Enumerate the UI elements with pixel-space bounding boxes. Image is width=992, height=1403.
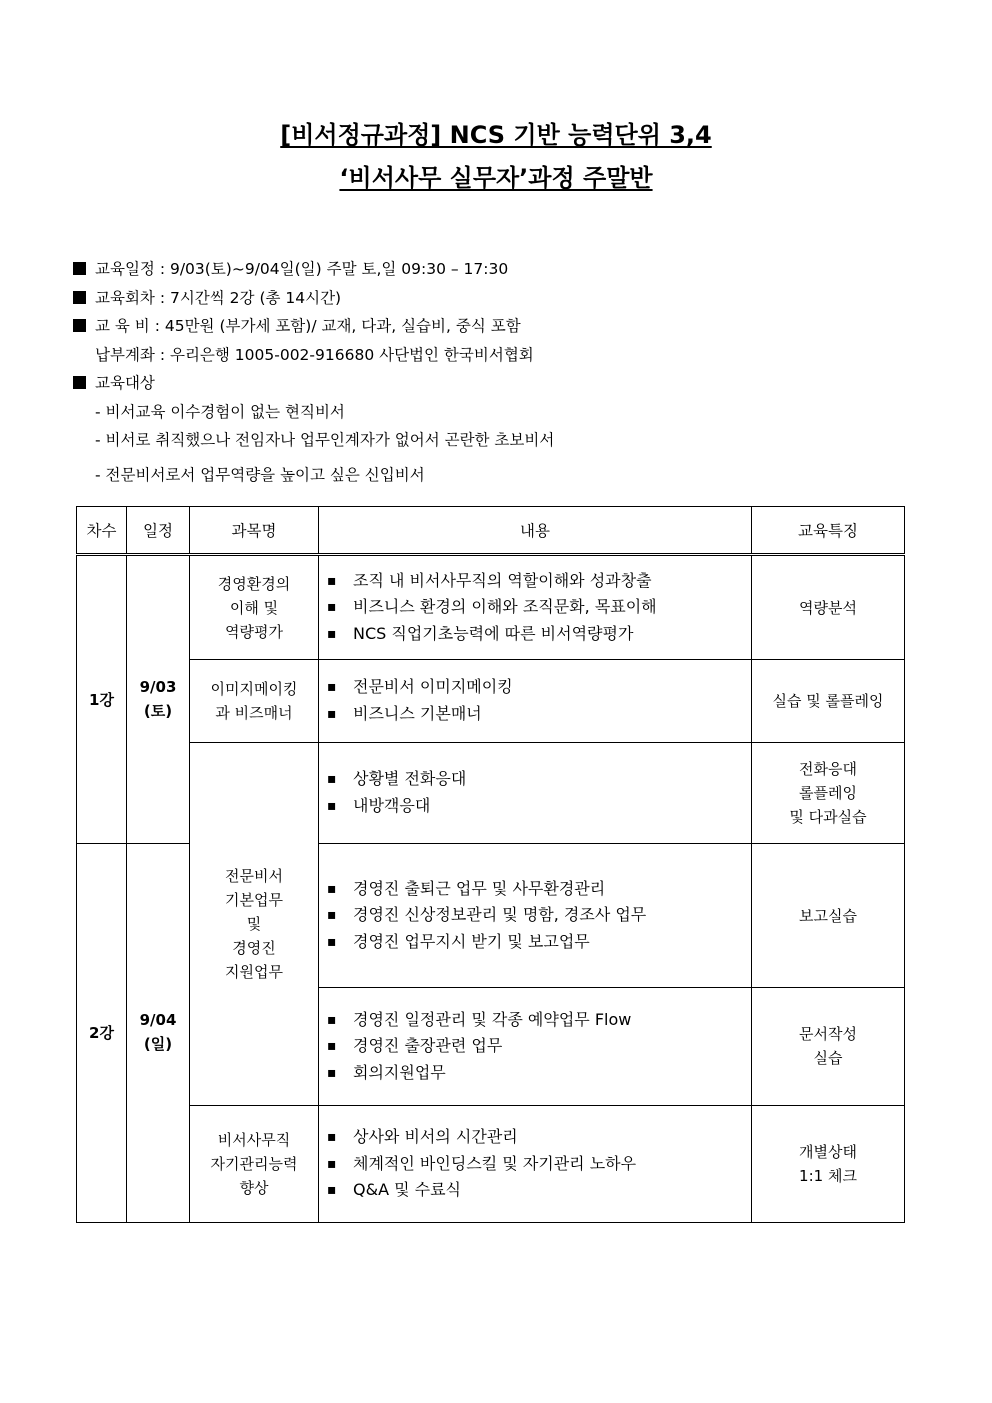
header-feature: 교육특징 (752, 507, 905, 555)
feature-cell (752, 660, 905, 742)
feature-line: 및 다과실습 (789, 807, 867, 826)
subject-line: 역량평가 (225, 622, 283, 641)
subject-line: 향상 (239, 1178, 269, 1197)
feature-cell (752, 742, 905, 843)
course-info (73, 255, 554, 489)
content-item: ▪ 조직 내 비서사무직의 역할이해와 성과창출 (327, 568, 751, 595)
content-item: ▪ NCS 직업기초능력에 따른 비서역량평가 (327, 621, 751, 648)
table-row (77, 1105, 905, 1222)
header-content: 내용 (319, 507, 752, 555)
square-bullet-icon (73, 376, 86, 389)
info-fee: 교 육 비 : 45만원 (부가세 포함)/ 교재, 다과, 실습비, 중식 포함 (73, 312, 554, 341)
content-cell (319, 742, 752, 843)
subject-line: 전문비서 (225, 866, 283, 885)
content-item: ▪ 비즈니스 기본매너 (327, 701, 751, 728)
square-bullet-icon (73, 291, 86, 304)
document-title-line1: [비서정규과정] NCS 기반 능력단위 3,4 (280, 121, 712, 149)
content-item: ▪ 내방객응대 (327, 793, 751, 820)
feature-line: 전화응대 (799, 759, 857, 778)
subject-line: 지원업무 (225, 962, 283, 981)
feature-line: 실습 (813, 1049, 843, 1068)
subject-line: 과 비즈매너 (215, 703, 293, 722)
info-target-item: - 비서교육 이수경험이 없는 현직비서 (95, 402, 345, 421)
content-item: ▪ 경영진 출퇴근 업무 및 사무환경관리 (327, 876, 751, 903)
table-row (77, 742, 905, 843)
feature-line: 문서작성 (799, 1025, 857, 1044)
content-cell (319, 1105, 752, 1222)
subject-cell (190, 555, 319, 660)
feature-line: 실습 및 롤플레잉 (772, 691, 884, 710)
content-item: ▪ 경영진 업무지시 받기 및 보고업무 (327, 929, 751, 956)
subject-line: 기본업무 (225, 890, 283, 909)
subject-line: 및 (246, 914, 262, 933)
info-schedule: 교육일정 : 9/03(토)~9/04일(일) 주말 토,일 09:30 – 17:30 (73, 255, 554, 284)
feature-cell (752, 555, 905, 660)
content-cell (319, 843, 752, 987)
content-item: ▪ 비즈니스 환경의 이해와 조직문화, 목표이해 (327, 594, 751, 621)
header-session: 차수 (77, 507, 127, 555)
content-cell (319, 660, 752, 742)
info-sessions: 교육회차 : 7시간씩 2강 (총 14시간) (73, 284, 554, 313)
content-item: ▪ 경영진 일정관리 및 각종 예약업무 Flow (327, 1007, 751, 1034)
content-item: ▪ Q&A 및 수료식 (327, 1177, 751, 1204)
subject-line: 경영진 (232, 938, 276, 957)
subject-line: 경영환경의 (217, 574, 291, 593)
content-item: ▪ 체계적인 바인딩스킬 및 자기관리 노하우 (327, 1151, 751, 1178)
subject-line: 비서사무직 (217, 1130, 291, 1149)
content-item: ▪ 경영진 출장관련 업무 (327, 1033, 751, 1060)
feature-cell (752, 988, 905, 1105)
feature-cell (752, 1105, 905, 1222)
curriculum-table (76, 506, 905, 1223)
session-1-label: 1강 (77, 555, 127, 844)
table-header-row (77, 507, 905, 555)
feature-line: 보고실습 (799, 906, 857, 925)
square-bullet-icon (73, 319, 86, 332)
content-cell (319, 555, 752, 660)
feature-line: 개별상태 (799, 1142, 857, 1161)
subject-line: 이해 및 (229, 598, 279, 617)
session-1-date-value: 9/03 (139, 677, 177, 696)
info-target-label: 교육대상 (73, 369, 554, 398)
session-2-label: 2강 (77, 843, 127, 1222)
content-item: ▪ 경영진 신상정보관리 및 명함, 경조사 업무 (327, 902, 751, 929)
content-cell (319, 988, 752, 1105)
header-subject: 과목명 (190, 507, 319, 555)
feature-line: 롤플레잉 (799, 783, 857, 802)
document-title-line2: ‘비서사무 실무자’과정 주말반 (339, 164, 653, 192)
content-item: ▪ 상사와 비서의 시간관리 (327, 1124, 751, 1151)
subject-line: 이미지메이킹 (210, 679, 298, 698)
subject-cell (190, 1105, 319, 1222)
feature-line: 역량분석 (799, 598, 857, 617)
session-2-date-value: 9/04 (139, 1011, 177, 1030)
session-1-date (127, 555, 190, 844)
table-row (77, 660, 905, 742)
content-item: ▪ 전문비서 이미지메이킹 (327, 674, 751, 701)
subject-cell (190, 742, 319, 1105)
square-bullet-icon (73, 262, 86, 275)
content-item: ▪ 회의지원업무 (327, 1060, 751, 1087)
info-target-item: - 비서로 취직했으나 전임자나 업무인계자가 없어서 곤란한 초보비서 (95, 431, 555, 449)
subject-cell (190, 660, 319, 742)
info-account: 납부계좌 : 우리은행 1005-002-916680 사단법인 한국비서협회 (95, 345, 534, 364)
header-date: 일정 (127, 507, 190, 555)
subject-line: 자기관리능력 (210, 1154, 298, 1173)
session-1-day-value: (토) (143, 701, 173, 720)
feature-cell (752, 843, 905, 987)
info-target-item: - 전문비서로서 업무역량을 높이고 싶은 신입비서 (95, 465, 425, 484)
session-2-day-value: (일) (143, 1035, 173, 1054)
table-row (77, 555, 905, 660)
feature-line: 1:1 체크 (799, 1166, 857, 1185)
session-2-date (127, 843, 190, 1222)
content-item: ▪ 상황별 전화응대 (327, 766, 751, 793)
